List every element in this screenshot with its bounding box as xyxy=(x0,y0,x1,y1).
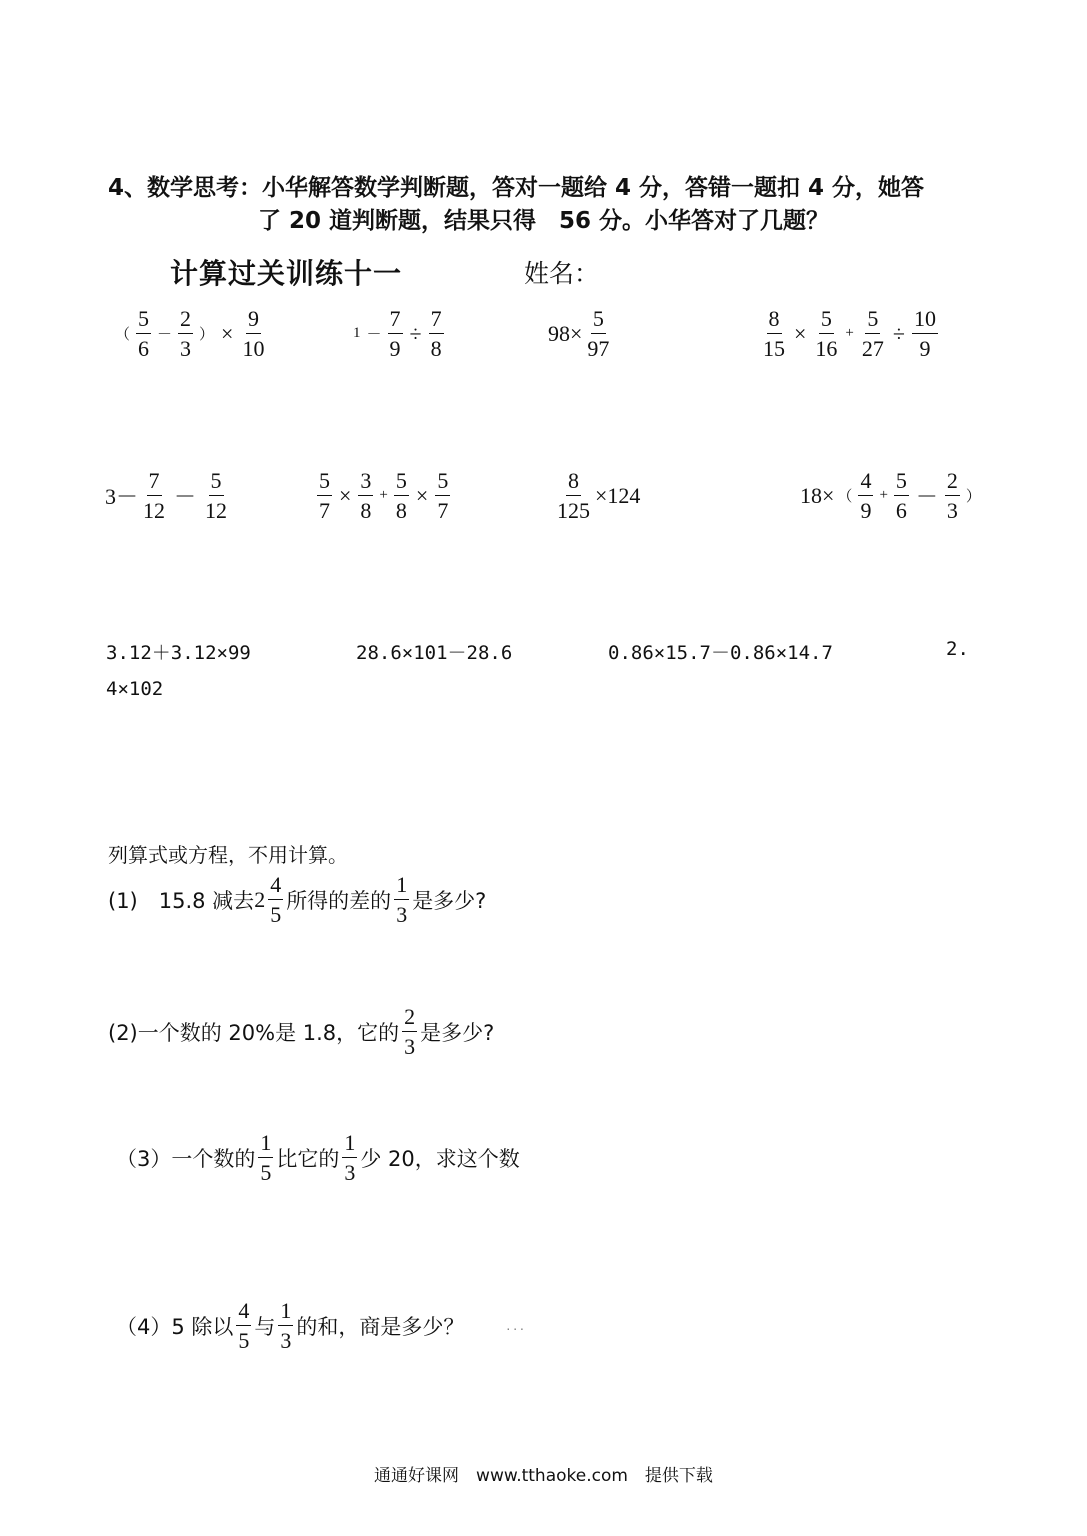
number: ×124 xyxy=(595,482,641,508)
problem-text: （3）一个数的 xyxy=(116,1146,256,1171)
dots-mark: ... xyxy=(506,1318,527,1333)
footer-source: 通通好课网 www.tthaoke.com 提供下载 xyxy=(374,1466,713,1486)
calc-2-3 xyxy=(552,468,640,524)
calc-2-4 xyxy=(800,468,984,524)
calc-1-1 xyxy=(112,306,269,362)
fraction: $\frac{3}{8}$ xyxy=(360,468,372,524)
operator: － xyxy=(915,484,938,510)
fraction: $\frac{4}{5}$ xyxy=(238,1298,250,1354)
fraction: $\frac{5}{8}$ xyxy=(395,468,407,524)
fraction: $\frac{7}{9}$ xyxy=(389,306,401,362)
problem-text: (2)一个数的 20%是 1.8，它的 xyxy=(108,1020,400,1045)
calc-1-4 xyxy=(758,306,941,362)
operator: + xyxy=(845,325,854,342)
fraction: $\frac{5}{27}$ xyxy=(861,306,884,362)
problem-text: 比它的 xyxy=(276,1146,340,1171)
problem-4 xyxy=(116,1298,527,1354)
fraction: $\frac{5}{7}$ xyxy=(437,468,449,524)
paren-close: ） xyxy=(199,327,215,344)
operator: ÷ xyxy=(409,320,422,346)
fraction: $\frac{8}{125}$ xyxy=(557,468,590,524)
fraction: $\frac{2}{3}$ xyxy=(404,1004,416,1060)
paren-open: （ xyxy=(837,489,853,506)
problem-text: （4）5 除以 xyxy=(116,1314,234,1339)
fraction: $\frac{5}{6}$ xyxy=(138,306,150,362)
fraction: $\frac{9}{10}$ xyxy=(242,306,265,362)
operator: － xyxy=(366,327,382,344)
operator: × xyxy=(221,320,234,346)
problem-text: 的和，商是多少？ xyxy=(296,1314,465,1339)
calc-1-3 xyxy=(548,306,614,362)
worksheet-title: 计算过关训练十一 xyxy=(170,257,403,290)
number: 3－ xyxy=(105,484,139,510)
question-4-line-2: 了 20 道判断题，结果只得 56 分。小华答对了几题？ xyxy=(258,208,830,234)
operator: × xyxy=(415,482,429,508)
question-4-line-1: 4、数学思考：小华解答数学判断题，答对一题给 4 分，答错一题扣 4 分，她答 xyxy=(108,175,925,201)
fraction: $\frac{2}{3}$ xyxy=(946,468,958,524)
fraction: $\frac{1}{3}$ xyxy=(280,1298,292,1354)
number: 18× xyxy=(800,482,835,508)
problem-3 xyxy=(116,1130,520,1186)
fraction: $\frac{5}{6}$ xyxy=(895,468,907,524)
name-label: 姓名： xyxy=(524,259,600,288)
operator: × xyxy=(339,482,352,508)
question-4 xyxy=(108,172,988,238)
paren-open: （ xyxy=(115,327,131,344)
problem-text: (1) 15.8 减去 xyxy=(108,888,255,913)
mixed-number: 2 $\frac{4}{5}$ xyxy=(254,872,282,928)
number: 98× xyxy=(548,320,583,346)
fraction: $\frac{10}{9}$ xyxy=(913,306,936,362)
calc-3-4-part-1: 2. xyxy=(946,638,969,660)
fraction: $\frac{2}{3}$ xyxy=(180,306,192,362)
calc-2-1 xyxy=(105,468,232,524)
operator: － xyxy=(157,327,173,344)
calc-3-4-part-2: 4×102 xyxy=(106,678,164,700)
calc-1-2 xyxy=(350,306,447,362)
fraction: $\frac{1}{3}$ xyxy=(396,872,408,928)
operator: － xyxy=(174,484,197,510)
fraction: $\frac{8}{15}$ xyxy=(763,306,785,362)
fraction: $\frac{5}{12}$ xyxy=(205,468,228,524)
operator: ÷ xyxy=(892,320,905,346)
problem-text: 与 xyxy=(254,1314,276,1339)
fraction: $\frac{5}{16}$ xyxy=(815,306,838,362)
calc-3-1: 3.12＋3.12×99 xyxy=(106,642,251,664)
calc-3-3: 0.86×15.7－0.86×14.7 xyxy=(608,642,833,664)
calc-3-2: 28.6×101－28.6 xyxy=(356,642,513,664)
operator: + xyxy=(379,487,388,504)
operator: + xyxy=(879,487,888,504)
fraction: $\frac{1}{3}$ xyxy=(344,1130,356,1186)
section-instruction: 列算式或方程，不用计算。 xyxy=(108,843,348,867)
fraction: $\frac{1}{5}$ xyxy=(260,1130,272,1186)
problem-text: 少 20，求这个数 xyxy=(360,1146,520,1171)
fraction: $\frac{5}{97}$ xyxy=(587,306,610,362)
fraction: $\frac{4}{9}$ xyxy=(860,468,872,524)
fraction: $\frac{7}{8}$ xyxy=(430,306,442,362)
problem-text: 所得的差的 xyxy=(286,888,392,913)
fraction: $\frac{7}{12}$ xyxy=(143,468,166,524)
problem-text: 是多少? xyxy=(420,1020,495,1045)
operator: × xyxy=(794,320,807,346)
problem-2 xyxy=(108,1004,494,1060)
calc-2-2 xyxy=(314,468,453,524)
fraction: $\frac{5}{7}$ xyxy=(319,468,330,524)
paren-close: ） xyxy=(965,489,981,506)
problem-1 xyxy=(108,872,486,928)
problem-text: 是多少? xyxy=(412,888,487,913)
number: 1 xyxy=(353,325,361,342)
